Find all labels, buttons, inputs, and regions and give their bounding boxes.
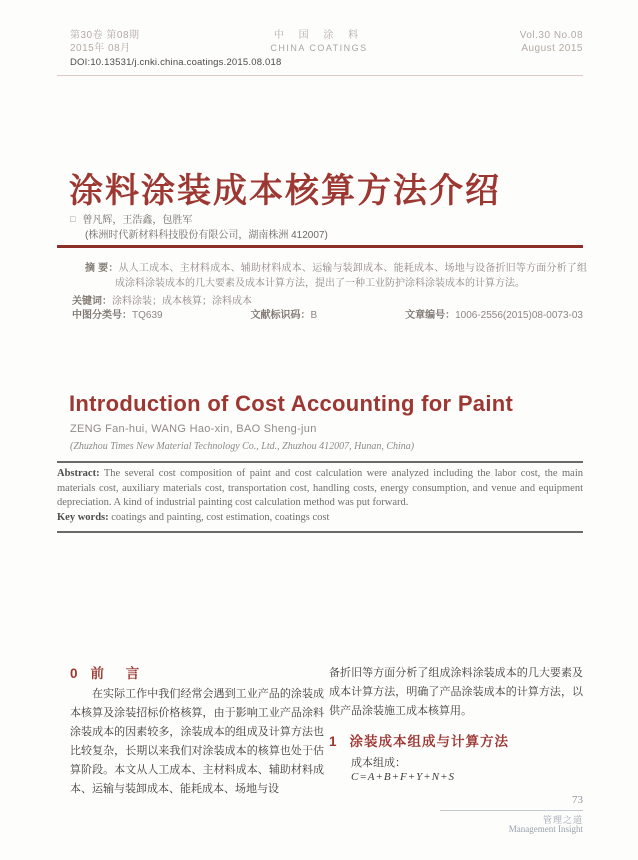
keywords-en-text: coatings and painting, cost estimation, coatings cost [111,511,330,523]
column-name-cn: 管理之道 [542,815,583,825]
header-vol-info [520,29,583,55]
header-date-en: August 2015 [521,43,583,54]
section-0-title: 前 言 [90,666,149,681]
abstract-en [57,467,583,525]
header-volume-issue: 第30卷 第08期 [70,30,140,41]
article-title-en: Introduction of Cost Accounting for Paint [69,391,514,416]
page-number: 73 [572,794,583,806]
journal-name-en: CHINA COATINGS [270,43,368,53]
cost-formula: C=A+B+F+Y+N+S [351,771,455,783]
header-date-cn: 2015年 08月 [70,43,131,54]
body-column-right: 备折旧等方面分析了组成涂料涂装成本的几大要素及成本计算方法，明确了产品涂装成本的计算方法，以供产品涂装施工成本核算用。 [329,667,583,717]
cost-composition-label: 成本组成： [351,757,406,769]
section-1-number: 1 [329,734,337,749]
affiliation-en: (Zhuzhou Times New Material Technology Co., Ltd., Zhuzhou 412007, Hunan, China) [70,441,415,452]
doc-code: 文献标识码：B [250,310,318,321]
article-title-cn: 涂料涂装成本核算方法介绍 [69,172,501,210]
body-column-left: 在实际工作中我们经常会遇到工业产品的涂装成本核算及涂装招标价格核算，由于影响工业产品涂料涂装成本的因素较多，涂装成本的组成及计算方法也比较复杂，长期以来我们对涂装成本的核算也处于估算阶段。本文从人工成本、主材料成本、辅助材料成本、运输与装卸成本、能耗成本、场地与设 [70,688,324,795]
authors-cn-names: 曾凡辉，王浩鑫，包胜军 [82,215,193,226]
section-1-title: 涂装成本组成与计算方法 [349,734,510,749]
keywords-en-label: Key words: [57,511,109,523]
authors-cn [70,211,192,226]
clc-number: 中图分类号：TQ639 [72,310,163,321]
section-0-heading [70,662,148,682]
abstract-cn-label: 摘 要： [85,263,119,274]
keywords-cn-text: 涂料涂装；成本核算；涂料成本 [112,296,252,307]
authors-en: ZENG Fan-hui, WANG Hao-xin, BAO Sheng-jun [70,423,317,435]
keywords-cn [72,292,252,307]
header-divider [57,75,583,76]
author-marker-icon: □ [70,214,76,224]
doi-line: DOI:10.13531/j.cnki.china.coatings.2015.08.018 [70,57,282,68]
title-divider-rule [57,245,583,248]
abstract-en-text: The several cost composition of paint and cost calculation were analyzed including the labor cost, the main materials cost, auxiliary materials cost, transportation cost, handling costs, energy consumption, and venue and equipment depreciation. A kind of industrial painting cost calculation method was put forward. [57,468,583,508]
keywords-cn-label: 关键词： [72,296,112,307]
section-1-heading [329,730,509,750]
abstract-top-rule [57,461,583,463]
abstract-cn-text: 从人工成本、主材料成本、辅助材料成本、运输与装卸成本、能耗成本、场地与设备折旧等方面分析了组成涂料涂装成本的几大要素及成本计算方法，提出了一种工业防护涂料涂装成本的计算方法。 [115,263,587,289]
abstract-en-label: Abstract: [57,468,100,479]
header-vol-no: Vol.30 No.08 [519,30,583,41]
abstract-bottom-rule [57,531,583,533]
journal-name-cn: 中 国 涂 料 [273,30,365,41]
classification-row [72,306,583,321]
abstract-cn [85,261,587,291]
article-id: 文章编号：1006-2556(2015)08-0073-03 [405,310,583,321]
affiliation-cn: (株洲时代新材料科技股份有限公司，湖南株洲 412007) [85,230,328,241]
section-0-number: 0 [70,666,78,681]
footer-rule [440,810,583,811]
column-name-en: Management Insight [508,824,583,834]
